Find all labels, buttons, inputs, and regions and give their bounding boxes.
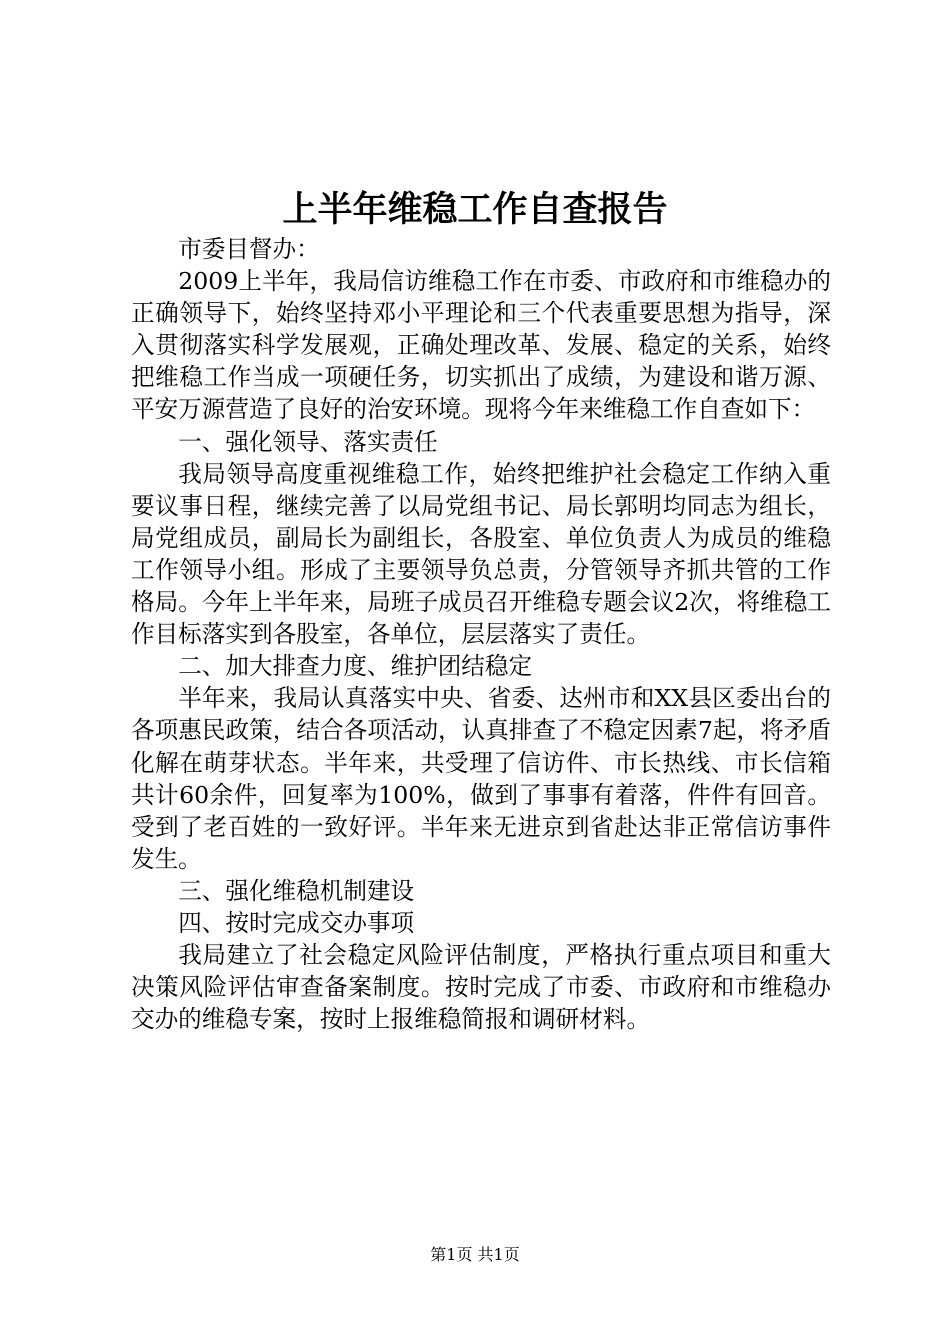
salutation: 市委目督办： <box>178 235 320 263</box>
section-heading-4: 四、按时完成交办事项 <box>178 908 415 937</box>
section-heading-2: 二、加大排查力度、维护团结稳定 <box>178 652 533 681</box>
document-body <box>131 233 831 1035</box>
section-heading-3: 三、强化维稳机制建设 <box>178 876 415 905</box>
section-1-paragraph: 我局领导高度重视维稳工作，始终把维护社会稳定工作纳入重要议事日程，继续完善了以局党组书记、局长郭明均同志为组长，局党组成员，副局长为副组长，各股室、单位负责人为成员的维稳工作领导小组。形成了主要领导负总责，分管领导齐抓共管的工作格局。今年上半年来，局班子成员召开维稳专题会议2次，将维稳工作目标落实到各股室，各单位，层层落实了责任。 <box>131 459 831 649</box>
section-4-paragraph: 我局建立了社会稳定风险评估制度，严格执行重点项目和重大决策风险评估审查备案制度。按时完成了市委、市政府和市维稳办交办的维稳专案，按时上报维稳简报和调研材料。 <box>131 941 831 1034</box>
section-heading-1: 一、强化领导、落实责任 <box>178 427 438 456</box>
section-2-paragraph: 半年来，我局认真落实中央、省委、达州市和XX县区委出台的各项惠民政策，结合各项活动，认真排查了不稳定因素7起，将矛盾化解在萌芽状态。半年来，共受理了信访件、市长热线、市长信箱共计60余件，回复率为100%，做到了事事有着落，件件有回音。受到了老百姓的一致好评。半年来无进京到省赴达非正常信访事件发生。 <box>131 684 831 873</box>
intro-paragraph: 2009上半年，我局信访维稳工作在市委、市政府和市维稳办的正确领导下，始终坚持邓小平理论和三个代表重要思想为指导，深入贯彻落实科学发展观，正确处理改革、发展、稳定的关系，始终把维稳工作当成一项硬任务，切实抓出了成绩，为建设和谐万源、平安万源营造了良好的治安环境。现将今年来维稳工作自查如下： <box>131 267 831 424</box>
page-number-footer: 第1页 共1页 <box>430 1245 520 1264</box>
document-title: 上半年维稳工作自查报告 <box>282 189 668 230</box>
